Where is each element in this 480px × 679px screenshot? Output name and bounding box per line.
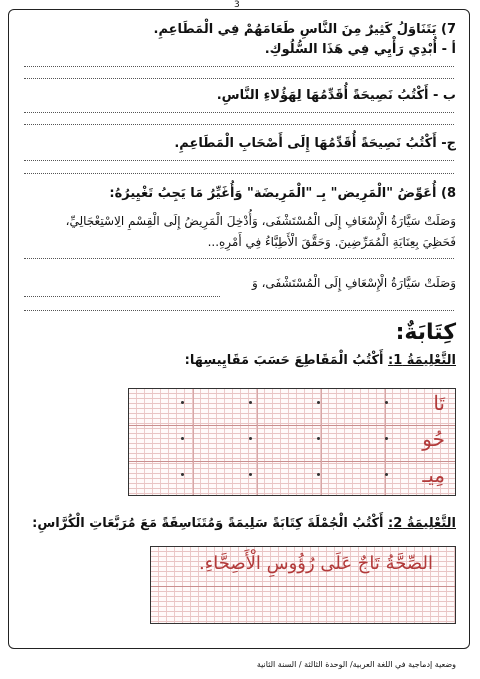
model-sentence: الصِّحَّةُ تَاجٌ عَلَى رُؤُوسِ الْأَصِحَّاءِ.	[199, 553, 433, 574]
answer-line	[24, 66, 454, 67]
model-syllable: تَا	[433, 391, 445, 415]
answer-line	[24, 78, 454, 79]
q7-part-a: أ - أُبْدِي رَأْيِي فِي هَذَا السُّلُوكِ.	[264, 42, 456, 57]
writing-title: كِتَابَةٌ:	[395, 320, 456, 345]
q8-text-line2: فَحَظِيَ بِعِنَايَةِ الْمُمَرِّضِينَ. وَحَقَّقَ الْأَطِبَّاءُ فِي أَمْرِهِ...	[207, 235, 456, 249]
model-syllable: مِيـ	[422, 463, 445, 487]
q8-answer-start: وَصَلَتْ سَيَّارَةُ الْإِسْعَافِ إِلَى الْمُسْتَشْفَى، وَ	[251, 276, 456, 290]
handwriting-grid-2[interactable]	[150, 546, 456, 624]
answer-line	[24, 310, 454, 311]
q7-part-b: ب - أَكْتُبُ نَصِيحَةً أُقَدِّمُهَا لِهَؤُلاءِ النَّاسِ.	[216, 88, 456, 103]
instruction-2-text: أَكْتُبُ الْجُمْلَةَ كِتَابَةً سَلِيمَةً وَمُتَنَاسِقَةً مَعَ مُرَبَّعَاتِ الْكُرَّاسِ:	[32, 516, 384, 531]
page-number: 3	[234, 0, 240, 10]
q7-stem: 7) يَتَنَاوَلُ كَثِيرٌ مِنَ النَّاسِ طَعَامَهُمْ فِي الْمَطَاعِمِ.	[153, 22, 456, 37]
footer-text: وضعية إدماجية في اللغة العربية/ الوحدة الثالثة / السنة الثانية	[256, 660, 456, 669]
instruction-1	[185, 353, 456, 368]
q8-stem: 8) أُعَوِّضُ "الْمَرِيض" بِـ "الْمَرِيضَة" وَأُغَيِّرُ مَا يَجِبُ تَغْيِيرُهُ:	[109, 186, 456, 201]
answer-line	[24, 160, 454, 161]
instruction-1-label: التَّعْلِيمَةُ 1:	[388, 353, 456, 368]
answer-line	[24, 112, 454, 113]
handwriting-grid-1[interactable]	[128, 388, 456, 496]
q7-part-c: ج- أَكْتُبُ نَصِيحَةً أُقَدِّمُهَا إِلَى أَصْحَابِ الْمَطَاعِمِ.	[174, 136, 456, 151]
answer-line	[24, 296, 220, 297]
answer-line	[24, 124, 454, 125]
answer-line	[24, 258, 454, 259]
answer-line	[24, 173, 454, 174]
q8-text-line1: وَصَلَتْ سَيَّارَةُ الْإِسْعَافِ إِلَى الْمُسْتَشْفَى، وَأُدْخِلَ الْمَرِيضُ إِلَى الْقِسْمِ الِاسْتِعْجَالِيِّ،	[65, 214, 456, 228]
instruction-2-label: التَّعْلِيمَةُ 2:	[388, 516, 456, 531]
instruction-1-text: أَكْتُبُ الْمَقَاطِعَ حَسَبَ مَقَايِيسِهَا:	[184, 353, 384, 368]
instruction-2	[32, 516, 456, 531]
model-syllable: حُو	[422, 427, 445, 451]
